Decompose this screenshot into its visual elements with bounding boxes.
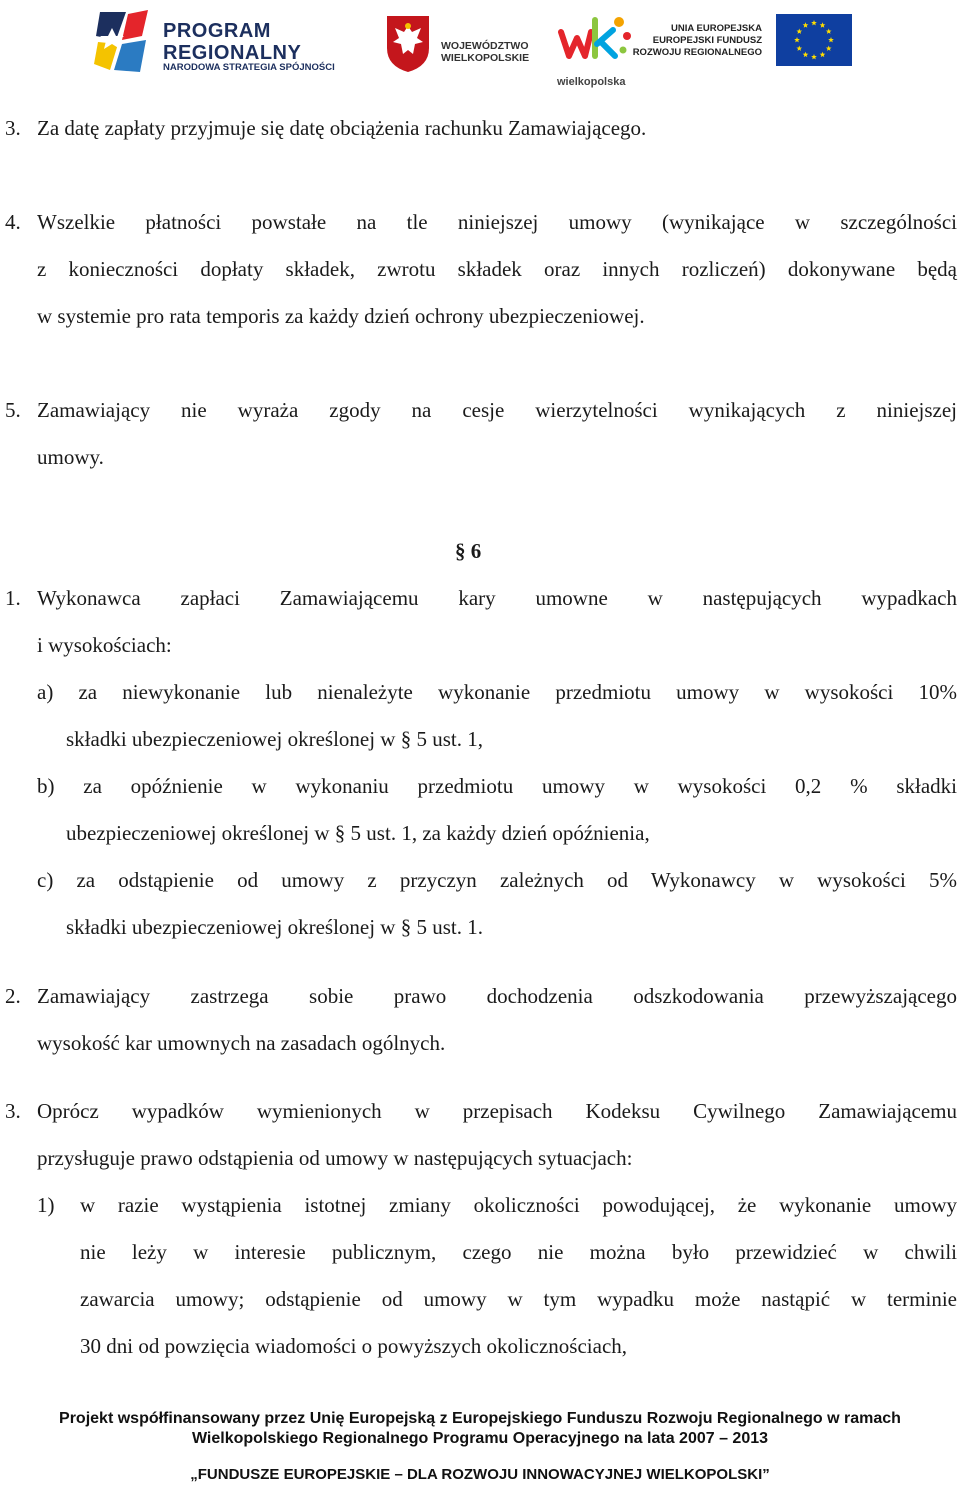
item-c-line-1: c) za odstąpienie od umowy z przyczyn zależnych od Wykonawcy w wysokości 5% [37,868,957,892]
section-heading [455,539,481,563]
paragraph-4-line-3: w systemie pro rata temporis za każdy dzień ochrony ubezpieczeniowej. [37,304,645,328]
footer-slogan: „FUNDUSZE EUROPEJSKIE – DLA ROZWOJU INNOWACYJNEJ WIELKOPOLSKI” [190,1466,770,1483]
section-number: 6 [470,539,482,563]
item-b-line-1: b) za opóźnienie w wykonaniu przedmiotu umowy w wysokości 0,2 % składki [37,774,957,798]
wielkopolska-brand-label: wielkopolska [557,76,626,88]
item-number: 1) [37,1193,55,1217]
paragraph-5-line-1: Zamawiający nie wyraża zgody na cesje wierzytelności wynikających z niniejszej [37,398,957,422]
section-1-line-1: Wykonawca zapłaci Zamawiającemu kary umowne w następujących wypadkach [37,586,957,610]
item-b-line-2: ubezpieczeniowej określonej w § 5 ust. 1, za każdy dzień opóźnienia, [66,821,650,845]
section-1-line-2: i wysokościach: [37,633,172,657]
wk-brand-icon [557,10,637,72]
eu-flag-icon [776,14,852,66]
paragraph-number: 4. [5,210,21,234]
item-a-line-2: składki ubezpieczeniowej określonej w § 5 ust. 1, [66,727,483,751]
eu-fund-label: UNIA EUROPEJSKA EUROPEJSKI FUNDUSZ ROZWOJU REGIONALNEGO [632,23,762,58]
paragraph-number: 2. [5,984,21,1008]
paragraph-number: 3. [5,116,21,140]
wielkopolska-brand-logo [557,10,637,92]
section-3-line-1: Oprócz wypadków wymienionych w przepisach Kodeksu Cywilnego Zamawiającemu [37,1099,957,1123]
section-2-line-2: wysokość kar umownych na zasadach ogólnych. [37,1031,446,1055]
section-3-line-2: przysługuje prawo odstąpienia od umowy w następujących sytuacjach: [37,1146,633,1170]
paragraph-4-line-1: Wszelkie płatności powstałe na tle niniejszej umowy (wynikające w szczególności [37,210,957,234]
paragraph-5-line-2: umowy. [37,445,104,469]
footer-cofinancing-note [0,1409,960,1449]
section-2-line-1: Zamawiający zastrzega sobie prawo dochodzenia odszkodowania przewyższającego [37,984,957,1008]
program-regionalny-subtitle: NARODOWA STRATEGIA SPÓJNOŚCI [163,62,335,73]
paragraph-3-text: Za datę zapłaty przyjmuje się datę obciążenia rachunku Zamawiającego. [37,116,647,140]
paragraph-4-line-2: z konieczności dopłaty składek, zwrotu składek oraz innych rozliczeń) dokonywane będą [37,257,957,281]
header-logos [0,0,960,92]
item-a-line-1: a) za niewykonanie lub nienależyte wykonanie przedmiotu umowy w wysokości 10% [37,680,957,704]
paragraph-number: 3. [5,1099,21,1123]
item-1-line-2: nie leży w interesie publicznym, czego nie można było przewidzieć w chwili [80,1240,957,1264]
item-1-line-4: 30 dni od powzięcia wiadomości o powyższych okolicznościach, [80,1334,628,1358]
paragraph-number: 5. [5,398,21,422]
program-regionalny-emblem-icon [92,6,158,78]
program-regionalny-title: PROGRAM REGIONALNY [163,20,302,64]
unia-europejska-logo [632,14,852,68]
eagle-coat-of-arms-icon [385,14,431,74]
footer-line-1: Projekt współfinansowany przez Unię Europejską z Europejskiego Funduszu Rozwoju Regionalnego w ramach [59,1410,901,1427]
wojewodztwo-wielkopolskie-logo [385,14,535,74]
section-symbol: § [455,539,466,563]
footer-line-2: Wielkopolskiego Regionalnego Programu Operacyjnego na lata 2007 – 2013 [191,1430,769,1447]
item-c-line-2: składki ubezpieczeniowej określonej w § 5 ust. 1. [66,915,483,939]
item-1-line-3: zawarcia umowy; odstąpienie od umowy w tym wypadku może nastąpić w terminie [80,1287,957,1311]
paragraph-number: 1. [5,586,21,610]
wojewodztwo-wielkopolskie-label: WOJEWÓDZTWO WIELKOPOLSKIE [441,40,530,64]
item-1-line-1: w razie wystąpienia istotnej zmiany okoliczności powodującej, że wykonanie umowy [80,1193,957,1217]
program-regionalny-logo [92,6,342,78]
